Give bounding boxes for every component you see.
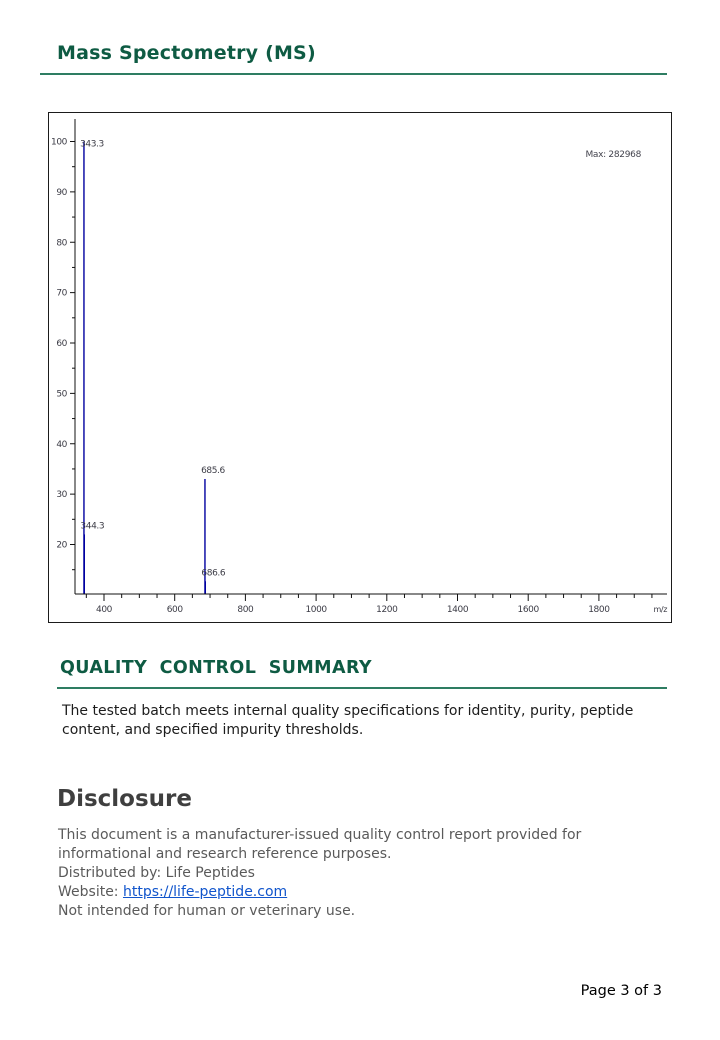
y-tick-label: 60: [56, 339, 67, 349]
title-divider: [40, 73, 667, 75]
website-link[interactable]: https://life-peptide.com: [122, 884, 288, 900]
x-tick-label: 1800: [588, 605, 610, 615]
qc-summary-text: The tested batch meets internal quality specifications for identity, purity, peptide content, and specified impurity thresholds.: [62, 703, 634, 738]
page-number: Page 3 of 3: [580, 983, 662, 999]
peak-label: 344.3: [80, 521, 105, 532]
disclosure-line4: Not intended for human or veterinary use.: [58, 903, 356, 919]
x-tick-label: 400: [96, 605, 112, 615]
qc-summary-heading: QUALITY CONTROL SUMMARY: [60, 658, 372, 678]
y-tick-label: 40: [56, 439, 67, 450]
x-axis-unit-label: m/z: [653, 605, 667, 614]
y-tick-label: 50: [56, 389, 67, 400]
disclosure-heading: Disclosure: [57, 786, 192, 812]
x-tick-label: 1400: [446, 605, 469, 615]
page-title: Mass Spectometry (MS): [57, 42, 316, 64]
y-tick-label: 20: [56, 540, 67, 551]
x-tick-label: 600: [166, 605, 183, 615]
disclosure-line3: [58, 883, 658, 902]
x-tick-label: 1600: [517, 605, 539, 615]
y-tick-label: 100: [51, 137, 67, 148]
x-tick-label: 800: [237, 605, 254, 615]
disclosure-line1: This document is a manufacturer-issued quality control report provided for informational and research reference purposes.: [58, 827, 582, 862]
x-tick-label: 1200: [376, 605, 398, 615]
y-tick-label: 70: [56, 288, 67, 299]
y-tick-label: 90: [56, 187, 67, 198]
qc-summary-divider: [57, 687, 667, 689]
disclosure-line2: Distributed by: Life Peptides: [58, 865, 255, 881]
y-tick-label: 80: [56, 238, 67, 249]
y-tick-label: 30: [56, 490, 67, 501]
ms-spectrum-chart: [48, 112, 672, 623]
peak-label: 343.3: [80, 139, 104, 150]
disclosure-body: [58, 826, 658, 921]
max-intensity-annotation: Max: 282968: [585, 150, 641, 160]
ms-spectrum-svg: [49, 113, 669, 620]
peak-label: 685.6: [201, 466, 225, 477]
website-label: Website:: [58, 884, 123, 900]
peak-label: 686.6: [201, 568, 226, 579]
x-tick-label: 1000: [305, 605, 327, 615]
